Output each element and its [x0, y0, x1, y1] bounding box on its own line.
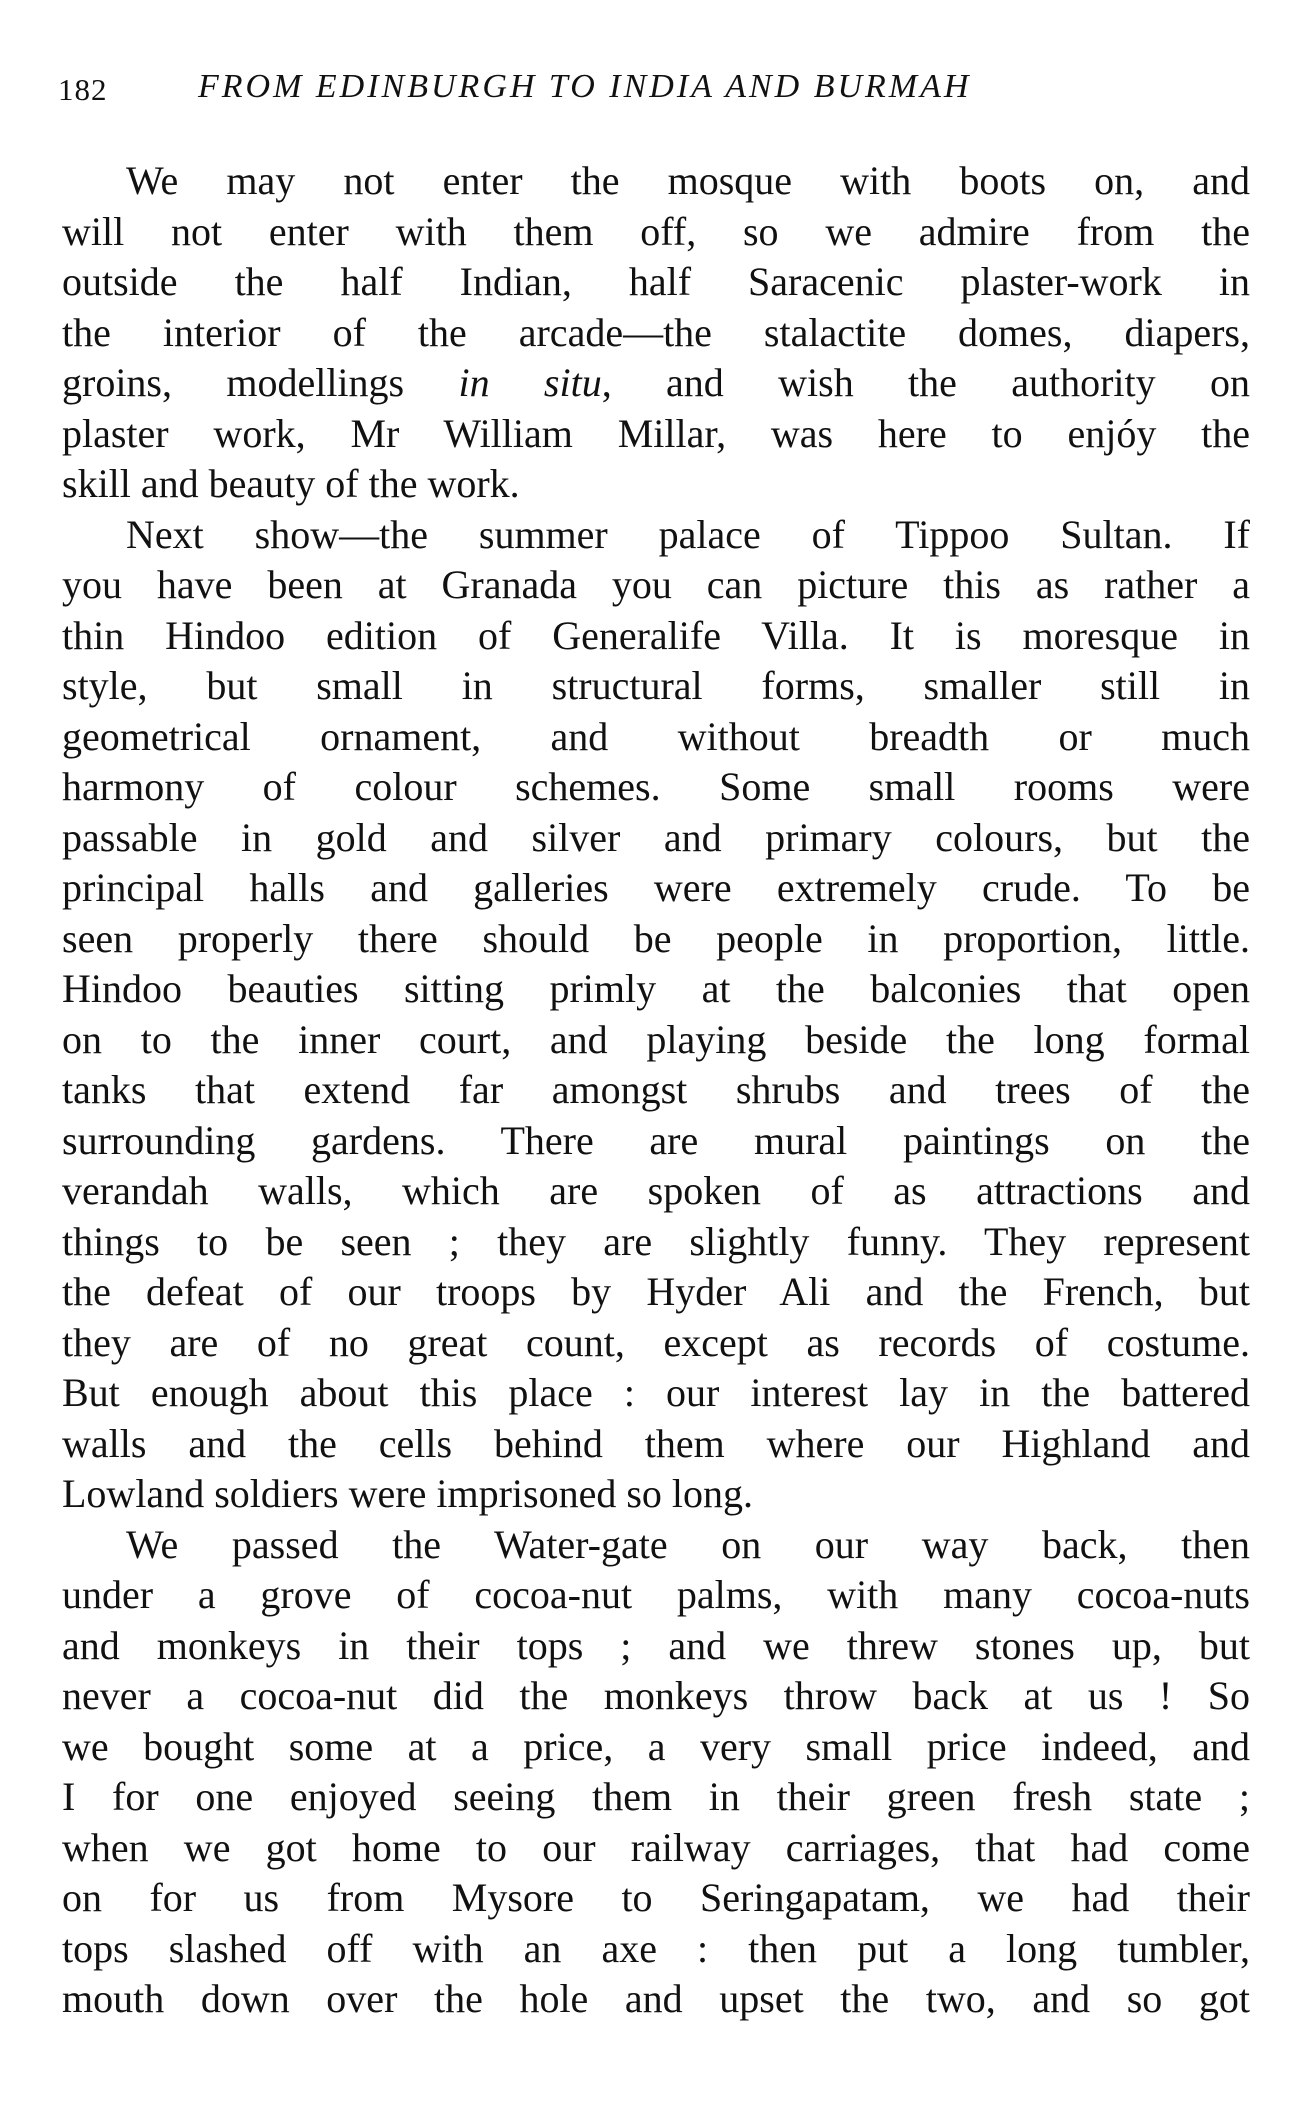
- text-line: mouth down over the hole and upset the two, and so got: [62, 1976, 1250, 2021]
- text-line: the interior of the arcade—the stalactite domes, diapers,: [62, 309, 1250, 355]
- text-line: they are of no great count, except as records of costume.: [62, 1319, 1250, 1365]
- text-line: principal halls and galleries were extremely crude. To be: [62, 865, 1250, 910]
- text-line: when we got home to our railway carriages, that had come: [62, 1824, 1250, 1870]
- text-line: will not enter with them off, so we admire from the: [62, 208, 1250, 254]
- text-line: passable in gold and silver and primary colours, but the: [62, 814, 1250, 860]
- text-line: skill and beauty of the work.: [62, 461, 520, 506]
- text-line: the defeat of our troops by Hyder Ali and the French, but: [62, 1269, 1250, 1314]
- text-line: We passed the Water-gate on our way back, then: [126, 1521, 1250, 1567]
- body-text: [62, 156, 1250, 2025]
- text-line: on for us from Mysore to Seringapatam, we had their: [62, 1875, 1250, 1920]
- italic-phrase: in situ: [458, 360, 602, 405]
- text-line: harmony of colour schemes. Some small rooms were: [62, 764, 1250, 809]
- paragraph: [62, 1520, 1250, 2025]
- text-line: Lowland soldiers were imprisoned so long.: [62, 1471, 753, 1516]
- text-line: on to the inner court, and playing beside the long formal: [62, 1016, 1250, 1062]
- paragraph: [62, 156, 1250, 510]
- text-line: Next show—the summer palace of Tippoo Sultan. If: [126, 511, 1250, 557]
- text-line: outside the half Indian, half Saracenic plaster-work in: [62, 259, 1250, 304]
- text-line: I for one enjoyed seeing them in their green fresh state ;: [62, 1774, 1250, 1819]
- text-line: and monkeys in their tops ; and we threw stones up, but: [62, 1622, 1250, 1668]
- text-line: plaster work, Mr William Millar, was here to enjóy the: [62, 410, 1250, 456]
- text-span: , and wish the authority on: [601, 360, 1250, 405]
- text-line: under a grove of cocoa-nut palms, with many cocoa-nuts: [62, 1572, 1250, 1617]
- text-span: groins, modellings: [62, 360, 459, 405]
- text-line: never a cocoa-nut did the monkeys throw back at us ! So: [62, 1673, 1250, 1718]
- page-number: 182: [58, 72, 108, 107]
- text-line: thin Hindoo edition of Generalife Villa. It is moresque in: [62, 612, 1250, 658]
- page-header: [58, 68, 1258, 118]
- text-line: [62, 358, 1250, 409]
- paragraph: [62, 510, 1250, 1520]
- text-line: walls and the cells behind them where our Highland and: [62, 1420, 1250, 1466]
- text-line: style, but small in structural forms, smaller still in: [62, 663, 1250, 708]
- running-title: FROM EDINBURGH TO INDIA AND BURMAH: [198, 68, 972, 105]
- text-line: verandah walls, which are spoken of as attractions and: [62, 1168, 1250, 1213]
- text-line: seen properly there should be people in proportion, little.: [62, 915, 1250, 961]
- text-line: But enough about this place : our interest lay in the battered: [62, 1370, 1250, 1415]
- text-line: tanks that extend far amongst shrubs and trees of the: [62, 1067, 1250, 1112]
- text-line: we bought some at a price, a very small price indeed, and: [62, 1723, 1250, 1769]
- text-line: tops slashed off with an axe : then put a long tumbler,: [62, 1925, 1250, 1971]
- text-line: geometrical ornament, and without breadth or much: [62, 713, 1250, 759]
- text-line: surrounding gardens. There are mural paintings on the: [62, 1117, 1250, 1163]
- text-line: Hindoo beauties sitting primly at the balconies that open: [62, 966, 1250, 1011]
- text-line: We may not enter the mosque with boots on, and: [126, 158, 1250, 203]
- text-line: you have been at Granada you can picture this as rather a: [62, 562, 1250, 607]
- text-line: things to be seen ; they are slightly funny. They represent: [62, 1218, 1250, 1264]
